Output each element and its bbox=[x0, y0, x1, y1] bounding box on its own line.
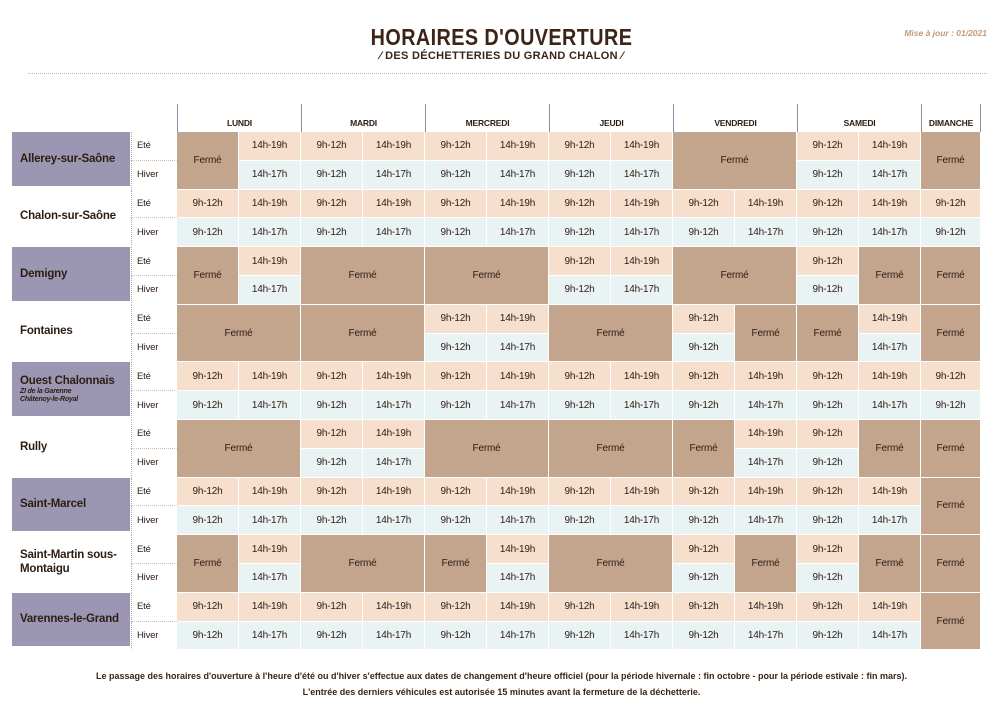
schedule-table bbox=[12, 104, 985, 650]
hours-cell-ete: 9h-12h bbox=[425, 362, 487, 391]
hours-cell-ete: 14h-19h bbox=[487, 535, 549, 564]
closed-cell: Fermé bbox=[425, 247, 549, 305]
hours-cell-hiver: 14h-17h bbox=[859, 161, 921, 190]
hours-cell-ete: 9h-12h bbox=[673, 535, 735, 564]
hours-cell-ete: 14h-19h bbox=[239, 478, 301, 507]
hours-cell-ete: 14h-19h bbox=[363, 593, 425, 622]
hours-cell-ete: 14h-19h bbox=[859, 132, 921, 161]
hours-cell-ete: 14h-19h bbox=[363, 190, 425, 219]
hours-cell-ete: 14h-19h bbox=[735, 593, 797, 622]
hours-cell-hiver: 9h-12h bbox=[301, 218, 363, 247]
hours-cell-ete: 14h-19h bbox=[487, 593, 549, 622]
hours-cell-ete: 9h-12h bbox=[673, 362, 735, 391]
hours-cell-ete: 14h-19h bbox=[239, 593, 301, 622]
site-name-text: Allerey-sur-Saône bbox=[20, 152, 116, 165]
closed-cell: Fermé bbox=[921, 132, 981, 190]
site-name-wrap bbox=[20, 593, 119, 647]
hours-cell-hiver: 9h-12h bbox=[797, 161, 859, 190]
hours-cell-hiver: 14h-17h bbox=[363, 218, 425, 247]
site-name-wrap bbox=[20, 420, 47, 474]
closed-cell: Fermé bbox=[673, 247, 797, 305]
closed-cell: Fermé bbox=[177, 132, 239, 190]
hours-cell-ete: 9h-12h bbox=[673, 190, 735, 219]
site-name-wrap bbox=[20, 190, 116, 244]
hours-cell-ete: 9h-12h bbox=[425, 305, 487, 334]
site-name bbox=[12, 132, 131, 190]
hours-cell-ete: 14h-19h bbox=[735, 478, 797, 507]
hours-cell-hiver: 14h-17h bbox=[611, 622, 673, 651]
hours-cell-hiver: 14h-17h bbox=[735, 506, 797, 535]
hours-cell-hiver: 9h-12h bbox=[549, 276, 611, 305]
closed-cell: Fermé bbox=[177, 420, 301, 478]
hours-cell-hiver: 14h-17h bbox=[859, 622, 921, 651]
closed-cell: Fermé bbox=[301, 305, 425, 363]
hours-cell-ete: 14h-19h bbox=[487, 362, 549, 391]
season-label-ete: Eté bbox=[131, 132, 177, 161]
closed-cell: Fermé bbox=[549, 305, 673, 363]
hours-cell-hiver: 9h-12h bbox=[177, 391, 239, 420]
hours-cell-ete: 9h-12h bbox=[797, 247, 859, 276]
hours-cell-hiver: 14h-17h bbox=[611, 506, 673, 535]
site-name-text: Fontaines bbox=[20, 325, 73, 338]
hours-cell-ete: 14h-19h bbox=[859, 190, 921, 219]
hours-cell-hiver: 9h-12h bbox=[797, 622, 859, 651]
hours-cell-ete: 14h-19h bbox=[859, 593, 921, 622]
site-name-wrap bbox=[20, 478, 86, 532]
day-header-6: DIMANCHE bbox=[921, 104, 981, 132]
season-label-hiver: Hiver bbox=[131, 449, 177, 478]
closed-cell: Fermé bbox=[859, 247, 921, 305]
site-subtitle: Châtenoy-le-Royal bbox=[20, 396, 79, 404]
hours-cell-hiver: 14h-17h bbox=[859, 334, 921, 363]
hours-cell-ete: 14h-19h bbox=[859, 478, 921, 507]
hours-cell-ete: 9h-12h bbox=[549, 190, 611, 219]
hours-cell-hiver: 9h-12h bbox=[425, 391, 487, 420]
closed-cell: Fermé bbox=[425, 535, 487, 593]
page-subtitle: ⁄ DES DÉCHETTERIES DU GRAND CHALON ⁄ bbox=[379, 50, 624, 62]
closed-cell: Fermé bbox=[735, 535, 797, 593]
hours-cell-ete: 9h-12h bbox=[797, 362, 859, 391]
hours-cell-ete: 14h-19h bbox=[363, 132, 425, 161]
hours-cell-hiver: 14h-17h bbox=[487, 622, 549, 651]
hours-cell-hiver: 9h-12h bbox=[797, 506, 859, 535]
hours-cell-ete: 14h-19h bbox=[735, 362, 797, 391]
hours-cell-ete: 14h-19h bbox=[611, 362, 673, 391]
closed-cell: Fermé bbox=[921, 593, 981, 651]
hours-cell-hiver: 9h-12h bbox=[425, 622, 487, 651]
hours-cell-hiver: 9h-12h bbox=[673, 506, 735, 535]
hours-cell-ete: 9h-12h bbox=[797, 132, 859, 161]
day-header-1: MARDI bbox=[301, 104, 425, 132]
day-header-5: SAMEDI bbox=[797, 104, 921, 132]
closed-cell: Fermé bbox=[301, 247, 425, 305]
hours-cell-ete: 9h-12h bbox=[549, 362, 611, 391]
hours-cell-ete: 14h-19h bbox=[239, 190, 301, 219]
hours-cell-ete: 14h-19h bbox=[611, 593, 673, 622]
site-name bbox=[12, 478, 131, 536]
hours-cell-hiver: 14h-17h bbox=[239, 276, 301, 305]
hours-cell-ete: 9h-12h bbox=[549, 593, 611, 622]
site-name-wrap bbox=[20, 132, 115, 186]
hours-cell-ete: 14h-19h bbox=[735, 420, 797, 449]
hours-cell-ete: 14h-19h bbox=[363, 420, 425, 449]
hours-cell-hiver: 14h-17h bbox=[363, 449, 425, 478]
closed-cell: Fermé bbox=[921, 247, 981, 305]
footer-line-1: Le passage des horaires d'ouverture à l'heure d'été ou d'hiver s'effectue aux dates de changement d'heure officiel (pour la période hivernale : fin octobre - pour la période estivale : fin mars). bbox=[95, 671, 908, 681]
closed-cell: Fermé bbox=[921, 420, 981, 478]
closed-cell: Fermé bbox=[921, 305, 981, 363]
hours-cell-hiver: 9h-12h bbox=[673, 622, 735, 651]
footer-note bbox=[0, 668, 1003, 700]
hours-cell-hiver: 14h-17h bbox=[859, 506, 921, 535]
hours-cell-ete: 9h-12h bbox=[425, 478, 487, 507]
hours-cell-hiver: 14h-17h bbox=[239, 161, 301, 190]
hours-cell-hiver: 9h-12h bbox=[549, 391, 611, 420]
hours-cell-hiver: 14h-17h bbox=[487, 564, 549, 593]
season-label-hiver: Hiver bbox=[131, 391, 177, 420]
hours-cell-hiver: 14h-17h bbox=[611, 218, 673, 247]
season-label-hiver: Hiver bbox=[131, 564, 177, 593]
hours-cell-ete: 14h-19h bbox=[487, 190, 549, 219]
hours-cell-hiver: 14h-17h bbox=[363, 161, 425, 190]
season-label-ete: Eté bbox=[131, 190, 177, 219]
hours-cell-ete: 9h-12h bbox=[177, 478, 239, 507]
site-name bbox=[12, 247, 131, 305]
closed-cell: Fermé bbox=[921, 535, 981, 593]
hours-cell-ete: 9h-12h bbox=[177, 362, 239, 391]
season-label-ete: Eté bbox=[131, 247, 177, 276]
season-label-ete: Eté bbox=[131, 593, 177, 622]
hours-cell-hiver: 14h-17h bbox=[735, 391, 797, 420]
hours-cell-hiver: 9h-12h bbox=[673, 391, 735, 420]
hours-cell-hiver: 14h-17h bbox=[859, 391, 921, 420]
hours-cell-hiver: 9h-12h bbox=[177, 622, 239, 651]
hours-cell-ete: 14h-19h bbox=[611, 247, 673, 276]
hours-cell-hiver: 9h-12h bbox=[301, 622, 363, 651]
site-name-text: Demigny bbox=[20, 267, 68, 280]
hours-cell-hiver: 14h-17h bbox=[487, 334, 549, 363]
hours-cell-ete: 9h-12h bbox=[673, 478, 735, 507]
closed-cell: Fermé bbox=[177, 247, 239, 305]
hours-cell-hiver: 14h-17h bbox=[859, 218, 921, 247]
hours-cell-hiver: 14h-17h bbox=[363, 391, 425, 420]
hours-cell-hiver: 14h-17h bbox=[487, 218, 549, 247]
hours-cell-ete: 14h-19h bbox=[239, 535, 301, 564]
hours-cell-ete: 9h-12h bbox=[425, 132, 487, 161]
hours-cell-ete: 9h-12h bbox=[549, 478, 611, 507]
day-header-0: LUNDI bbox=[177, 104, 301, 132]
hours-cell-hiver: 9h-12h bbox=[797, 564, 859, 593]
day-header-4: VENDREDI bbox=[673, 104, 797, 132]
hours-cell-ete: 9h-12h bbox=[797, 535, 859, 564]
hours-cell-ete: 9h-12h bbox=[549, 247, 611, 276]
site-name-wrap bbox=[20, 362, 115, 416]
hours-cell-ete: 14h-19h bbox=[611, 478, 673, 507]
hours-cell-ete: 9h-12h bbox=[301, 478, 363, 507]
closed-cell: Fermé bbox=[177, 535, 239, 593]
hours-cell-ete: 14h-19h bbox=[859, 305, 921, 334]
hours-cell-hiver: 9h-12h bbox=[301, 391, 363, 420]
closed-cell: Fermé bbox=[673, 132, 797, 190]
season-label-hiver: Hiver bbox=[131, 161, 177, 190]
season-label-hiver: Hiver bbox=[131, 334, 177, 363]
season-label-ete: Eté bbox=[131, 535, 177, 564]
closed-cell: Fermé bbox=[735, 305, 797, 363]
season-label-hiver: Hiver bbox=[131, 276, 177, 305]
hours-cell-ete: 14h-19h bbox=[735, 190, 797, 219]
site-name-wrap bbox=[20, 305, 73, 359]
site-name-text: Saint-Martin sous-Montaigu bbox=[20, 548, 117, 575]
hours-cell-ete: 9h-12h bbox=[549, 132, 611, 161]
hours-cell-ete: 14h-19h bbox=[363, 478, 425, 507]
hours-cell-hiver: 9h-12h bbox=[301, 449, 363, 478]
closed-cell: Fermé bbox=[673, 420, 735, 478]
hours-cell-hiver: 14h-17h bbox=[735, 218, 797, 247]
hours-cell-hiver: 14h-17h bbox=[239, 218, 301, 247]
hours-cell-ete: 9h-12h bbox=[301, 362, 363, 391]
closed-cell: Fermé bbox=[797, 305, 859, 363]
closed-cell: Fermé bbox=[177, 305, 301, 363]
site-name-text: Chalon-sur-Saône bbox=[20, 210, 116, 223]
hours-cell-hiver: 14h-17h bbox=[363, 622, 425, 651]
hours-cell-hiver: 14h-17h bbox=[611, 391, 673, 420]
season-label-ete: Eté bbox=[131, 478, 177, 507]
hours-cell-ete: 14h-19h bbox=[611, 132, 673, 161]
day-header-3: JEUDI bbox=[549, 104, 673, 132]
closed-cell: Fermé bbox=[859, 420, 921, 478]
hours-cell-hiver: 9h-12h bbox=[921, 218, 981, 247]
hours-cell-ete: 9h-12h bbox=[177, 593, 239, 622]
hours-cell-ete: 14h-19h bbox=[363, 362, 425, 391]
site-name bbox=[12, 420, 131, 478]
hours-cell-hiver: 9h-12h bbox=[301, 506, 363, 535]
site-name-text: Ouest Chalonnais bbox=[20, 374, 115, 387]
site-name-wrap bbox=[20, 247, 67, 301]
hours-cell-hiver: 14h-17h bbox=[239, 622, 301, 651]
hours-cell-hiver: 14h-17h bbox=[611, 276, 673, 305]
season-label-ete: Eté bbox=[131, 362, 177, 391]
hours-cell-hiver: 9h-12h bbox=[177, 218, 239, 247]
closed-cell: Fermé bbox=[425, 420, 549, 478]
hours-cell-ete: 9h-12h bbox=[673, 305, 735, 334]
site-name-text: Varennes-le-Grand bbox=[20, 613, 119, 626]
hours-cell-hiver: 9h-12h bbox=[549, 622, 611, 651]
hours-cell-hiver: 9h-12h bbox=[549, 161, 611, 190]
site-name-text: Saint-Marcel bbox=[20, 498, 86, 511]
hours-cell-hiver: 9h-12h bbox=[797, 449, 859, 478]
closed-cell: Fermé bbox=[921, 478, 981, 536]
hours-cell-ete: 9h-12h bbox=[425, 190, 487, 219]
hours-cell-hiver: 14h-17h bbox=[735, 622, 797, 651]
hours-cell-hiver: 14h-17h bbox=[363, 506, 425, 535]
hours-cell-ete: 9h-12h bbox=[921, 362, 981, 391]
site-name-wrap bbox=[20, 535, 130, 589]
closed-cell: Fermé bbox=[859, 535, 921, 593]
hours-cell-hiver: 9h-12h bbox=[921, 391, 981, 420]
hours-cell-ete: 9h-12h bbox=[425, 593, 487, 622]
hours-cell-hiver: 9h-12h bbox=[425, 218, 487, 247]
hours-cell-hiver: 9h-12h bbox=[425, 334, 487, 363]
season-label-ete: Eté bbox=[131, 420, 177, 449]
hours-cell-hiver: 9h-12h bbox=[797, 391, 859, 420]
hours-cell-hiver: 14h-17h bbox=[487, 391, 549, 420]
hours-cell-ete: 9h-12h bbox=[301, 420, 363, 449]
hours-cell-ete: 9h-12h bbox=[921, 190, 981, 219]
hours-cell-hiver: 14h-17h bbox=[239, 391, 301, 420]
hours-cell-hiver: 9h-12h bbox=[549, 506, 611, 535]
hours-cell-ete: 9h-12h bbox=[797, 190, 859, 219]
site-name-text: Rully bbox=[20, 440, 48, 453]
hours-cell-hiver: 9h-12h bbox=[673, 564, 735, 593]
hours-cell-ete: 9h-12h bbox=[177, 190, 239, 219]
hours-cell-hiver: 14h-17h bbox=[487, 161, 549, 190]
hours-cell-hiver: 9h-12h bbox=[177, 506, 239, 535]
footer-line-2: L'entrée des derniers véhicules est autorisée 15 minutes avant la fermeture de la déchetterie. bbox=[302, 687, 701, 697]
hours-cell-hiver: 14h-17h bbox=[611, 161, 673, 190]
site-name bbox=[12, 535, 131, 593]
hours-cell-ete: 14h-19h bbox=[487, 305, 549, 334]
hours-cell-ete: 14h-19h bbox=[239, 247, 301, 276]
season-label-ete: Eté bbox=[131, 305, 177, 334]
season-label-hiver: Hiver bbox=[131, 218, 177, 247]
hours-cell-hiver: 9h-12h bbox=[425, 506, 487, 535]
dotted-divider bbox=[28, 73, 987, 74]
site-name bbox=[12, 305, 131, 363]
hours-cell-ete: 14h-19h bbox=[487, 478, 549, 507]
day-header-2: MERCREDI bbox=[425, 104, 549, 132]
hours-cell-hiver: 9h-12h bbox=[797, 218, 859, 247]
closed-cell: Fermé bbox=[301, 535, 425, 593]
hours-cell-ete: 14h-19h bbox=[859, 362, 921, 391]
hours-cell-ete: 9h-12h bbox=[301, 593, 363, 622]
hours-cell-hiver: 9h-12h bbox=[673, 334, 735, 363]
hours-cell-ete: 14h-19h bbox=[239, 362, 301, 391]
site-name bbox=[12, 362, 131, 420]
hours-cell-hiver: 9h-12h bbox=[549, 218, 611, 247]
page-title: HORAIRES D'OUVERTURE bbox=[370, 24, 633, 50]
site-name bbox=[12, 190, 131, 248]
hours-cell-hiver: 9h-12h bbox=[301, 161, 363, 190]
hours-cell-ete: 14h-19h bbox=[611, 190, 673, 219]
hours-cell-ete: 9h-12h bbox=[301, 132, 363, 161]
hours-cell-hiver: 14h-17h bbox=[239, 506, 301, 535]
update-date: Mise à jour : 01/2021 bbox=[904, 28, 987, 38]
site-name bbox=[12, 593, 131, 651]
closed-cell: Fermé bbox=[549, 535, 673, 593]
hours-cell-ete: 9h-12h bbox=[301, 190, 363, 219]
season-label-hiver: Hiver bbox=[131, 506, 177, 535]
hours-cell-ete: 9h-12h bbox=[797, 478, 859, 507]
hours-cell-ete: 14h-19h bbox=[239, 132, 301, 161]
hours-cell-hiver: 9h-12h bbox=[425, 161, 487, 190]
hours-cell-ete: 9h-12h bbox=[797, 593, 859, 622]
site-subtitle: ZI de la Garenne bbox=[20, 387, 72, 395]
hours-cell-hiver: 14h-17h bbox=[239, 564, 301, 593]
hours-cell-ete: 9h-12h bbox=[797, 420, 859, 449]
hours-cell-hiver: 9h-12h bbox=[673, 218, 735, 247]
hours-cell-ete: 9h-12h bbox=[673, 593, 735, 622]
hours-cell-hiver: 14h-17h bbox=[487, 506, 549, 535]
season-label-hiver: Hiver bbox=[131, 622, 177, 651]
hours-cell-hiver: 9h-12h bbox=[797, 276, 859, 305]
hours-cell-ete: 14h-19h bbox=[487, 132, 549, 161]
closed-cell: Fermé bbox=[549, 420, 673, 478]
hours-cell-hiver: 14h-17h bbox=[735, 449, 797, 478]
